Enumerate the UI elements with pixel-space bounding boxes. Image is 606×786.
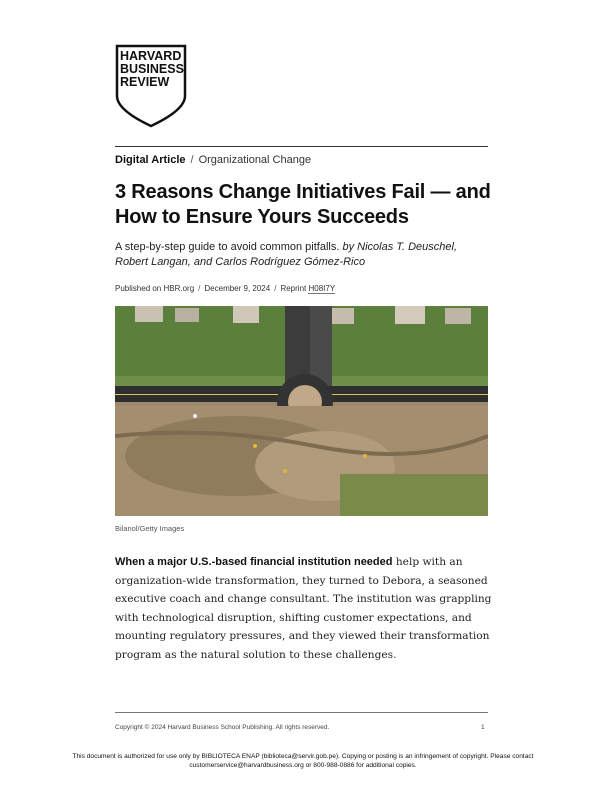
notice-line-2: customerservice@harvardbusiness.org or 800-988-0886 for additional copies. (189, 762, 417, 769)
body-paragraph (115, 553, 495, 665)
lead-in: When a major U.S.-based financial institution needed (115, 556, 393, 568)
publish-date: December 9, 2024 (204, 284, 271, 293)
logo-line-3: REVIEW (120, 75, 170, 89)
article-title: 3 Reasons Change Initiatives Fail — and How to Ensure Yours Succeeds (115, 181, 491, 228)
published-on: Published on HBR.org (115, 284, 195, 293)
footer-rule (115, 712, 488, 713)
article-type: Digital Article (115, 154, 186, 166)
logo-line-1: HARVARD (120, 49, 182, 63)
reprint-id-link[interactable]: H08I7Y (308, 284, 336, 293)
article-image (115, 306, 488, 516)
meta-separator: / (274, 284, 277, 293)
header-rule (115, 146, 488, 147)
article-topic[interactable]: Organizational Change (198, 154, 312, 166)
logo-line-2: BUSINESS (120, 62, 184, 76)
reprint-label: Reprint (280, 284, 307, 293)
body-text: help with an organization-wide transformation, they turned to Debora, a seasoned executive coach and change consultant. The institution was grappling with technological disruption, shifting customer expectations, and mounting regulatory pressures, and they viewed their transformation program as the natural solution to these challenges. (115, 556, 492, 661)
dek-text: A step-by-step guide to avoid common pitfalls. (115, 241, 340, 253)
copyright: Copyright © 2024 Harvard Business School Publishing. All rights reserved. (115, 724, 330, 731)
byline: by Nicolas T. Deuschel, Robert Langan, and Carlos Rodríguez Gómez-Rico (115, 241, 458, 268)
hbr-logo (115, 44, 187, 128)
kicker (115, 154, 311, 166)
aerial-roundabout-image (115, 306, 488, 516)
hbr-shield-logo (115, 44, 187, 128)
publication-meta (115, 284, 335, 293)
page-number: 1 (481, 724, 485, 731)
notice-line-1: This document is authorized for use only by BIBLIOTECA ENAP (biblioteca@servir.gob.pe). Copying or posting is an infringement of copyright. Please contact (72, 753, 534, 760)
image-credit: Bilanol/Getty Images (115, 524, 185, 533)
meta-separator: / (198, 284, 201, 293)
article-dek (115, 240, 490, 270)
authorization-notice (30, 752, 576, 770)
kicker-separator: / (190, 154, 194, 166)
